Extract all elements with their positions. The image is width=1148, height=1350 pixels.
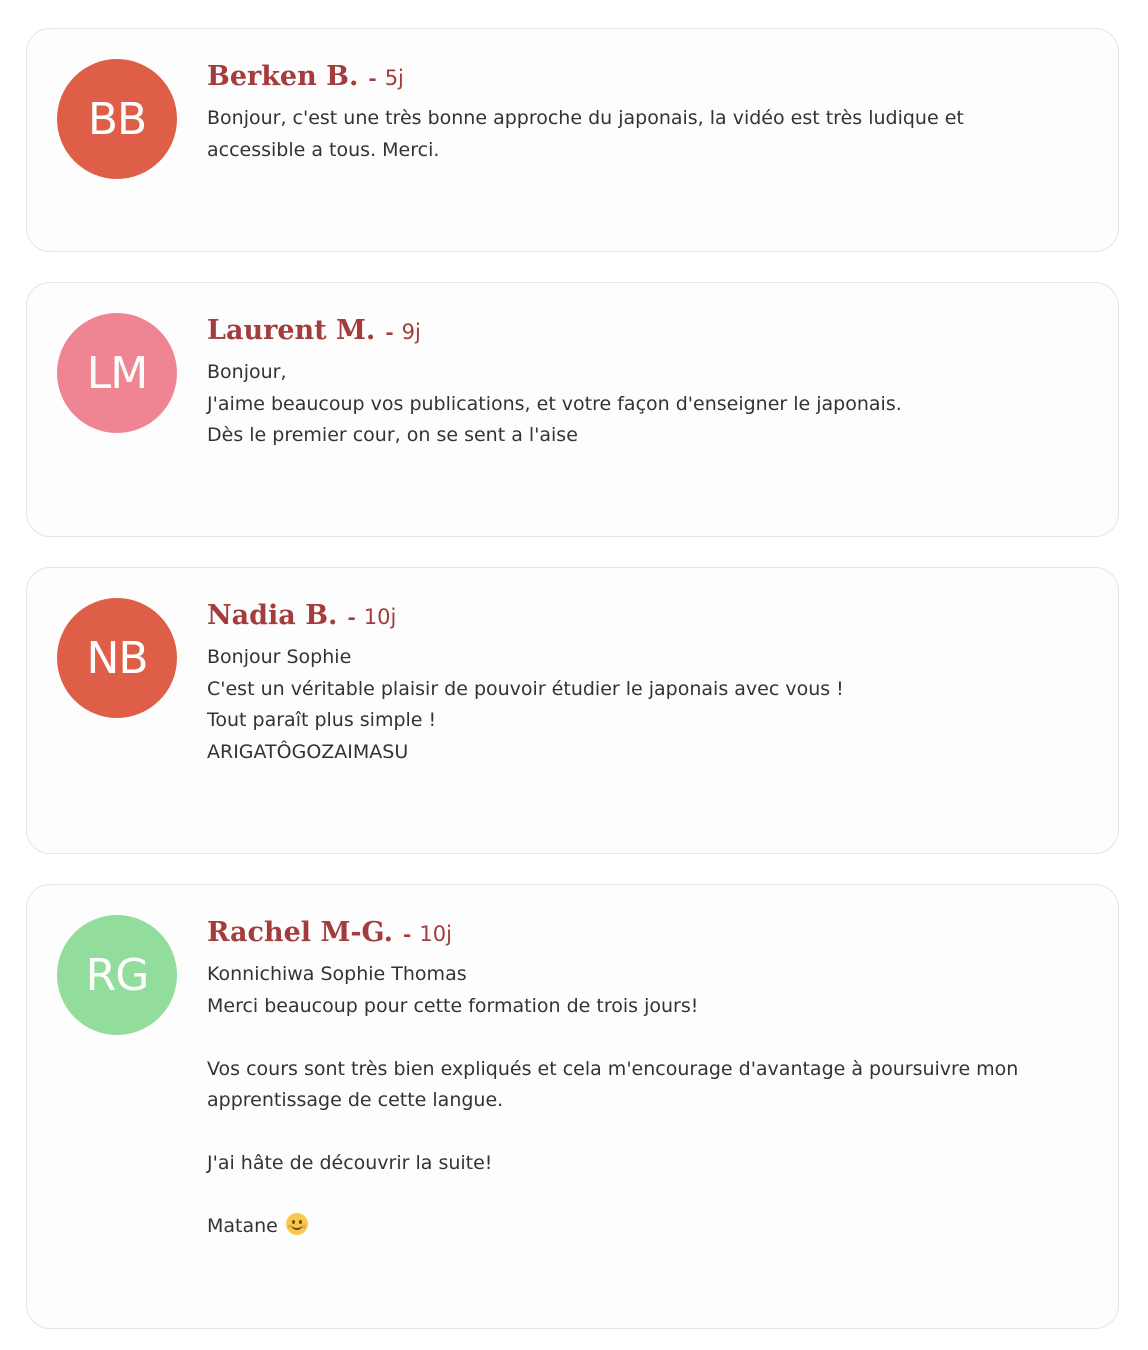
comment-line	[207, 1022, 1078, 1054]
comment-body	[207, 315, 1078, 452]
header-separator: -	[368, 66, 377, 90]
avatar: RG	[57, 915, 177, 1035]
header-separator: -	[403, 922, 412, 946]
comment-header	[207, 917, 1078, 959]
comment-line: C'est un véritable plaisir de pouvoir étudier le japonais avec vous !	[207, 677, 844, 700]
avatar: BB	[57, 59, 177, 179]
comment-line: Dès le premier cour, on se sent a l'aise	[207, 424, 578, 446]
comment-text	[207, 103, 1078, 166]
comment-header	[207, 61, 1078, 103]
comment-line: apprentissage de cette langue.	[207, 1089, 504, 1111]
header-separator: -	[347, 605, 356, 629]
comment-line: Merci beaucoup pour cette formation de trois jours!	[207, 994, 699, 1017]
comment-text	[207, 357, 1078, 452]
comment-text	[207, 959, 1078, 1243]
comment-age: 9j	[401, 320, 421, 344]
comment-card	[26, 282, 1119, 537]
comment-line: Bonjour Sophie	[207, 646, 352, 668]
avatar: LM	[57, 313, 177, 433]
comment-line: accessible a tous. Merci.	[207, 138, 440, 161]
comment-line: Bonjour,	[207, 361, 287, 383]
author-name[interactable]: Rachel M-G.	[207, 917, 394, 948]
comment-age: 10j	[419, 922, 452, 946]
comment-line	[207, 1117, 1078, 1149]
comment-line	[207, 1180, 1078, 1212]
comment-card	[26, 567, 1119, 854]
author-name[interactable]: Laurent M.	[207, 315, 376, 346]
comment-card	[26, 28, 1119, 252]
comment-body	[207, 61, 1078, 166]
comment-card	[26, 884, 1119, 1329]
author-name[interactable]: Berken B.	[207, 61, 359, 92]
comment-line: J'aime beaucoup vos publications, et votre façon d'enseigner le japonais.	[207, 392, 902, 415]
comment-line: ARIGATÔGOZAIMASU	[207, 740, 409, 763]
author-name[interactable]: Nadia B.	[207, 600, 338, 631]
comment-header	[207, 600, 1078, 642]
comment-line-text: Matane	[207, 1215, 278, 1237]
comment-line: Bonjour, c'est une très bonne approche du japonais, la vidéo est très ludique et	[207, 107, 964, 129]
comment-line: J'ai hâte de découvrir la suite!	[207, 1152, 493, 1174]
comment-body	[207, 917, 1078, 1243]
smiling-face-emoji-icon	[286, 1213, 308, 1235]
header-separator: -	[385, 320, 394, 344]
comment-line-last	[207, 1211, 1078, 1243]
comment-age: 10j	[363, 605, 397, 629]
comment-body	[207, 600, 1078, 768]
comment-line: Tout paraît plus simple !	[207, 709, 437, 731]
comment-age: 5j	[384, 66, 404, 90]
comment-text	[207, 642, 1078, 768]
comment-line: Vos cours sont très bien expliqués et cela m'encourage d'avantage à poursuivre mon	[207, 1057, 1019, 1080]
comment-line: Konnichiwa Sophie Thomas	[207, 963, 467, 985]
comment-header	[207, 315, 1078, 357]
avatar: NB	[57, 598, 177, 718]
